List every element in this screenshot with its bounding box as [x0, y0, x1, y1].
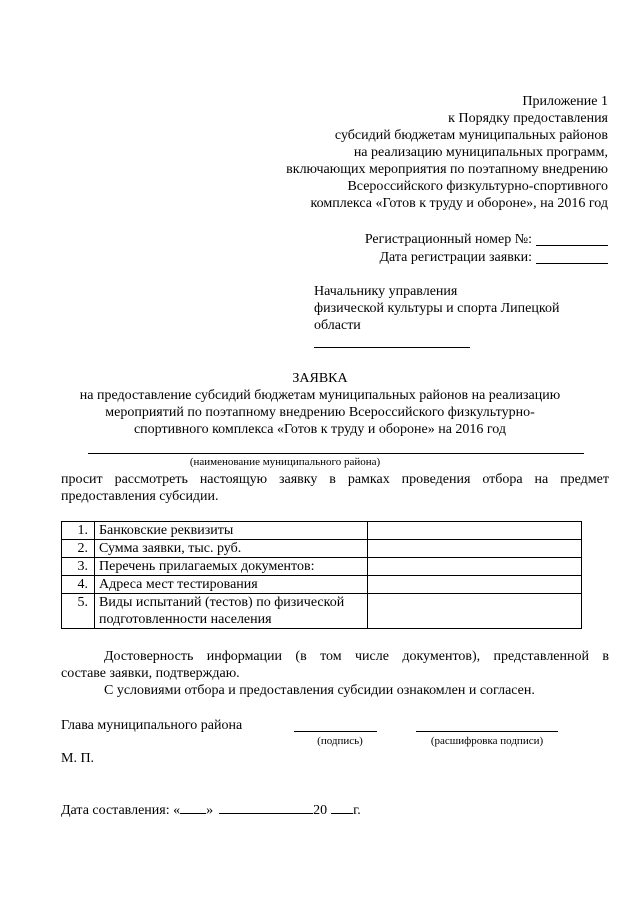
appendix-line: к Порядку предоставления	[448, 111, 608, 126]
table-row	[62, 540, 582, 558]
month-field[interactable]	[219, 800, 313, 814]
table-row	[62, 576, 582, 594]
row-value-cell[interactable]	[368, 594, 582, 629]
district-name-field[interactable]	[88, 453, 584, 454]
row-value-cell[interactable]	[368, 558, 582, 576]
date-suffix: г.	[353, 803, 361, 818]
addressee-block	[314, 283, 614, 334]
signature-caption: (подпись)	[317, 735, 363, 747]
row-number: 1.	[62, 522, 95, 540]
row-label: Перечень прилагаемых документов:	[95, 558, 368, 576]
appendix-line: Всероссийского физкультурно-спортивного	[347, 179, 608, 194]
title-line: на предоставление субсидий бюджетам муниципальных районов на реализацию	[79, 388, 561, 403]
addressee-signature-line[interactable]	[314, 347, 470, 348]
appendix-line: субсидий бюджетам муниципальных районов	[334, 128, 608, 143]
confirmation-line3: С условиями отбора и предоставления субсидии ознакомлен и согласен.	[104, 683, 535, 698]
appendix-line: на реализацию муниципальных программ,	[353, 145, 608, 160]
row-value-cell[interactable]	[368, 522, 582, 540]
row-label-line: Виды испытаний (тестов) по физической	[99, 595, 345, 610]
title-line: мероприятий по поэтапному внедрению Всероссийского физкультурно-	[105, 405, 535, 420]
appendix-line: комплекса «Готов к труду и обороне», на 2016 год	[310, 196, 608, 211]
addressee-line: Начальнику управления	[314, 284, 458, 299]
appendix-line: включающих мероприятия по поэтапному внедрению	[286, 162, 608, 177]
document-heading: ЗАЯВКА	[292, 371, 348, 386]
title-line: спортивного комплекса «Готов к труду и обороне» на 2016 год	[133, 422, 507, 437]
signature-decode-field[interactable]	[416, 731, 558, 732]
decode-caption: (расшифровка подписи)	[430, 735, 544, 747]
table-row	[62, 558, 582, 576]
row-label: Адреса мест тестирования	[95, 576, 368, 594]
date-year: 20	[313, 803, 328, 818]
table-row	[62, 522, 582, 540]
row-number: 5.	[62, 594, 95, 629]
row-label-line: подготовленности населения	[99, 612, 272, 627]
appendix-line: Приложение 1	[522, 94, 608, 109]
year-field[interactable]	[331, 800, 353, 814]
row-label: Банковские реквизиты	[95, 522, 368, 540]
district-caption: (наименование муниципального района)	[189, 456, 381, 468]
day-field[interactable]	[180, 800, 206, 814]
appendix-block	[188, 93, 608, 212]
table-row	[62, 594, 582, 629]
addressee-line: области	[314, 318, 361, 333]
confirmation-line1: Достоверность информации (в том числе документов), представленной в	[104, 649, 609, 664]
row-number: 3.	[62, 558, 95, 576]
title-block	[0, 387, 640, 438]
stamp-label: М. П.	[61, 751, 95, 766]
row-value-cell[interactable]	[368, 540, 582, 558]
registration-number-field[interactable]	[536, 245, 608, 246]
request-text-line2: предоставления субсидии.	[61, 489, 219, 504]
requisites-table	[61, 521, 582, 629]
row-number: 2.	[62, 540, 95, 558]
row-value-cell[interactable]	[368, 576, 582, 594]
date-prefix: Дата составления: «	[61, 803, 181, 818]
registration-number-label: Регистрационный номер №:	[364, 232, 532, 247]
confirmation-line2: составе заявки, подтверждаю.	[61, 666, 240, 681]
registration-date-field[interactable]	[536, 263, 608, 264]
row-label: Сумма заявки, тыс. руб.	[95, 540, 368, 558]
request-text-line1: просит рассмотреть настоящую заявку в рамках проведения отбора на предмет	[61, 472, 609, 487]
addressee-line: физической культуры и спорта Липецкой	[314, 301, 560, 316]
date-mid: »	[206, 803, 214, 818]
date-line	[61, 800, 361, 819]
row-label	[95, 594, 368, 629]
registration-date-label: Дата регистрации заявки:	[379, 250, 532, 265]
signature-field[interactable]	[294, 731, 377, 732]
head-label: Глава муниципального района	[61, 718, 243, 733]
row-number: 4.	[62, 576, 95, 594]
